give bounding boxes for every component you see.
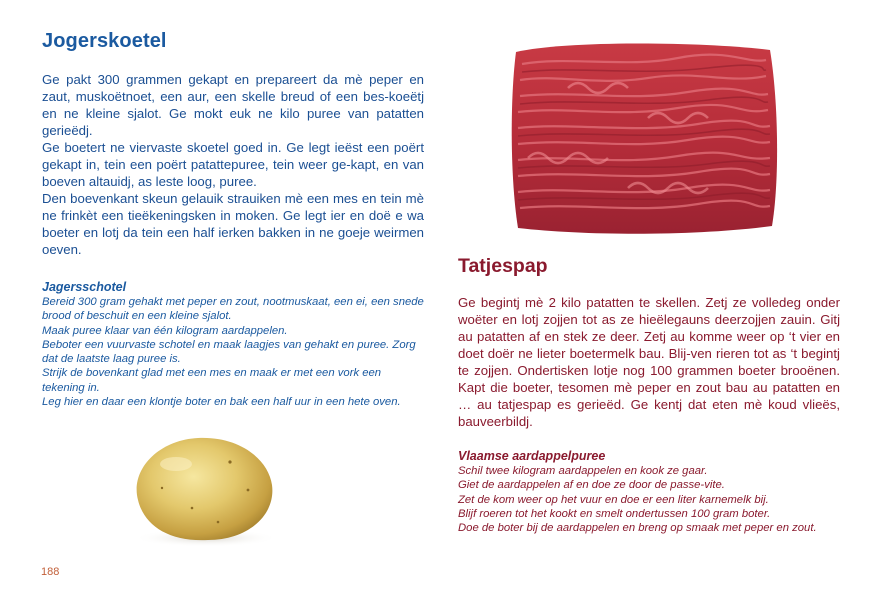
recipe-tatjespap: [458, 255, 840, 535]
standard-paragraph: Giet de aardappelen af en doe ze door de passe-vite.: [458, 479, 725, 492]
recipe-subtitle-jagersschotel: Jagersschotel: [42, 280, 127, 294]
dialect-paragraph: Ge begintj mè 2 kilo patatten te skellen. Zetj ze volledeg onder woëter en lotj zojjen tot as ze hieëlegauns deerzojjen zauin. Gitj au patatten af en stek ze deer. Zetj au komme weer op ‘t vier en doet doër ne lieter boetermelk bau. Blij-ven rieren tot as ‘t begintj te zojjen. Ondertisken lotje nog 100 grammen boeter brooënen. Kapt die boeter, tesomen mè peper en zout bau au patatten en … au tatjespap es gerieëd. Ge kentj dat eten mè koud vlieës, bauveerbildj.: [458, 295, 840, 429]
minced-meat-image: [508, 38, 780, 238]
dialect-paragraph: Den boevenkant skeun gelauik strauiken mè een mes en tein mè ne frinkèt een tieëkeningsken in moken. Ge legt ier en doë e wa boeter en lotj da tein een half ierken bakken in ne goeje weirmen oeven.: [42, 191, 424, 257]
standard-paragraph: Bereid 300 gram gehakt met peper en zout, nootmuskaat, een ei, een snede brood of beschuit en een kleine sjalot.: [42, 296, 424, 323]
potato-image: [118, 430, 283, 548]
dialect-paragraph: Ge boetert ne viervaste skoetel goed in. Ge legt ieëst een poërt gekapt in, tein een poërt patattepuree, tein weer ge-kapt, en van boeven altauidj, as leste loog, puree.: [42, 140, 424, 189]
recipe-jogerskoetel: [42, 30, 424, 409]
standard-paragraph: Doe de boter bij de aardappelen en breng op smaak met peper en zout.: [458, 522, 817, 535]
recipe-title-tatjespap: Tatjespap: [458, 255, 548, 277]
standard-paragraph: Schil twee kilogram aardappelen en kook ze gaar.: [458, 465, 708, 477]
standard-paragraph: Zet de kom weer op het vuur en doe er een liter karnemelk bij.: [458, 493, 769, 506]
recipe-subtitle-vlaamse-aardappelpuree: Vlaamse aardappelpuree: [458, 449, 606, 463]
standard-paragraph: Leg hier en daar een klontje boter en bak een half uur in een hete oven.: [42, 396, 401, 409]
standard-paragraph: Maak puree klaar van één kilogram aardappelen.: [42, 324, 288, 337]
standard-paragraph: Blijf roeren tot het kookt en smelt ondertussen 100 gram boter.: [458, 507, 771, 520]
dialect-paragraph: Ge pakt 300 grammen gekapt en prepareert da mè peper en zaut, muskoëtnoet, een aur, een skelle breud of een bes-koeëtj en ne kleine sjalot. Ge mokt euk ne kilo puree van patatten gerieëdj.: [42, 72, 424, 138]
recipe-title-jogerskoetel: Jogerskoetel: [42, 30, 167, 52]
standard-paragraph: Strijk de bovenkant glad met een mes en maak er met een vork een tekening in.: [42, 367, 382, 394]
page-number: 188: [41, 566, 60, 578]
standard-paragraph: Beboter een vuurvaste schotel en maak laagjes van gehakt en puree. Zorg dat de laatste laag puree is.: [42, 338, 416, 366]
